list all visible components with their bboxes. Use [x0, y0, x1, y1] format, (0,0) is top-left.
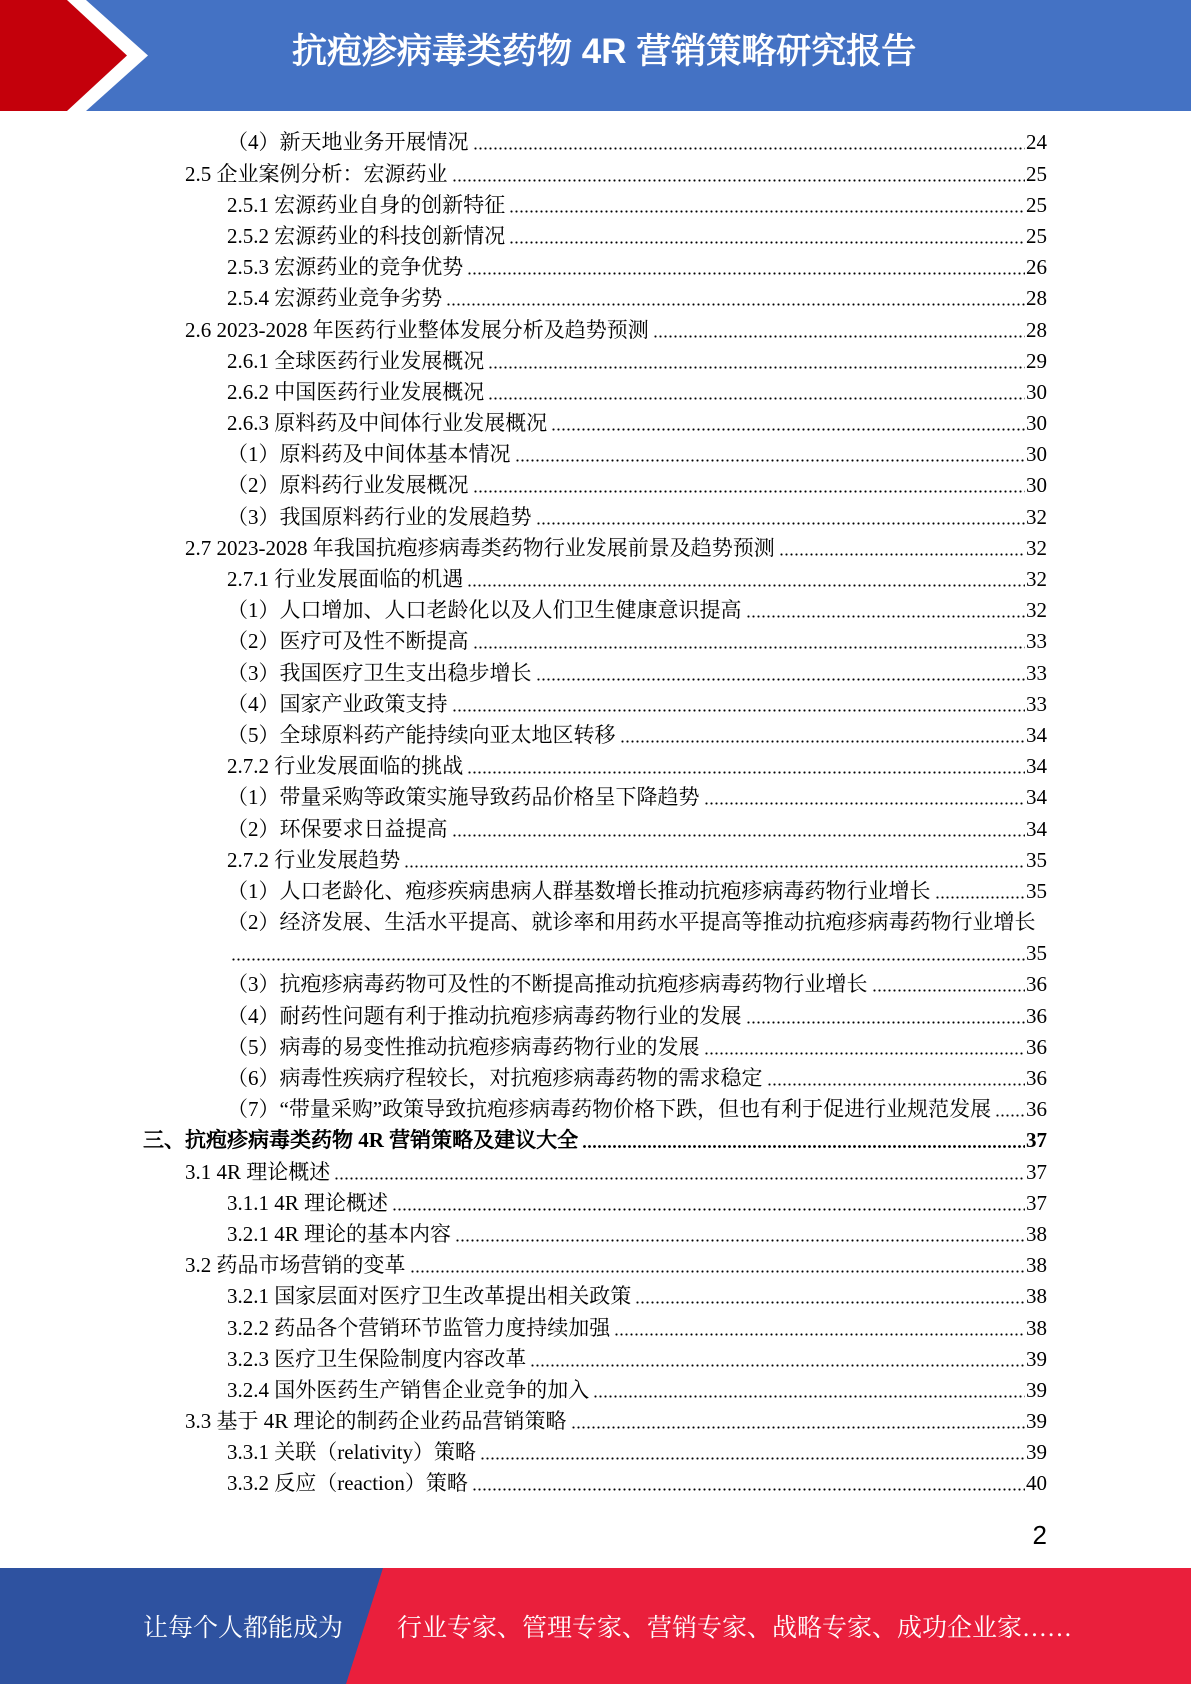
toc-dot-leader: [746, 1001, 1026, 1032]
toc-entry-label: （1）原料药及中间体基本情况: [227, 442, 511, 467]
toc-entry-label: （6）病毒性疾病疗程较长，对抗疱疹病毒药物的需求稳定: [227, 1066, 763, 1091]
toc-entry[interactable]: [0, 1281, 1047, 1312]
toc-entry[interactable]: [0, 814, 1047, 845]
toc-dot-leader: [404, 845, 1025, 876]
toc-entry[interactable]: [0, 221, 1047, 252]
toc-dot-leader: [704, 1032, 1026, 1063]
toc-entry-label: 3.3 基于 4R 理论的制药企业药品营销策略: [185, 1409, 567, 1434]
toc-entry-label: （1）人口老龄化、疱疹疾病患病人群基数增长推动抗疱疹病毒药物行业增长: [227, 878, 931, 903]
toc-dot-leader: [473, 470, 1026, 501]
toc-entry[interactable]: [0, 127, 1047, 158]
toc-entry[interactable]: [0, 1375, 1047, 1406]
toc-page-number: 36: [1026, 1066, 1047, 1091]
toc-page-number: 37: [1026, 1190, 1047, 1215]
table-of-contents: [0, 127, 1047, 1499]
toc-dot-leader: [872, 969, 1026, 1000]
toc-entry[interactable]: [0, 159, 1047, 190]
toc-dot-leader: [515, 439, 1026, 470]
toc-entry[interactable]: [0, 1468, 1047, 1499]
toc-dot-leader: [653, 315, 1025, 346]
toc-entry-label: 2.7.1 行业发展面临的机遇: [227, 567, 464, 592]
toc-dot-leader: [467, 564, 1025, 595]
toc-page-number: 36: [1026, 972, 1047, 997]
toc-entry-label: （4）国家产业政策支持: [227, 691, 448, 716]
toc-dot-leader: [488, 377, 1025, 408]
toc-entry[interactable]: [0, 1437, 1047, 1468]
toc-page-number: 38: [1026, 1284, 1047, 1309]
toc-page-number: 25: [1026, 161, 1047, 186]
toc-page-number: 36: [1026, 1097, 1047, 1122]
toc-entry[interactable]: [0, 408, 1047, 439]
toc-entry-label: 2.5 企业案例分析：宏源药业: [185, 161, 448, 186]
toc-page-number: 39: [1026, 1409, 1047, 1434]
footer-slogan-lead: 让每个人都能成为: [143, 1615, 344, 1642]
toc-entry[interactable]: [0, 689, 1047, 720]
toc-entry[interactable]: [0, 1406, 1047, 1437]
footer-slogan-roles: 行业专家、管理专家、营销专家、战略专家、成功企业家……: [397, 1615, 1073, 1642]
toc-entry-label: 3.2.3 医疗卫生保险制度内容改革: [227, 1346, 527, 1371]
toc-page-number: 33: [1026, 660, 1047, 685]
toc-page-number: 32: [1026, 504, 1047, 529]
toc-dot-leader: [995, 1094, 1025, 1125]
toc-page-number: 40: [1026, 1471, 1047, 1496]
toc-entry-label: （3）抗疱疹病毒药物可及性的不断提高推动抗疱疹病毒药物行业增长: [227, 972, 868, 997]
page-number: 2: [1032, 1520, 1047, 1550]
toc-entry[interactable]: [0, 658, 1047, 689]
toc-entry-label: 2.5.3 宏源药业的竞争优势: [227, 255, 464, 280]
toc-page-number: 35: [1026, 847, 1047, 872]
toc-entry[interactable]: [0, 1344, 1047, 1375]
toc-dot-leader: [467, 252, 1025, 283]
toc-page-number: 24: [1026, 130, 1047, 155]
toc-page-number: 30: [1026, 379, 1047, 404]
toc-entry-label: 3.1.1 4R 理论概述: [227, 1190, 389, 1215]
toc-dot-leader: [593, 1375, 1025, 1406]
toc-page-number: 38: [1026, 1221, 1047, 1246]
toc-entry-label: （4）耐药性问题有利于推动抗疱疹病毒药物行业的发展: [227, 1003, 742, 1028]
toc-entry-label: （2）环保要求日益提高: [227, 816, 448, 841]
toc-entry[interactable]: [0, 595, 1047, 626]
toc-page-number: 30: [1026, 442, 1047, 467]
toc-entry-label: 3.2.2 药品各个营销环节监管力度持续加强: [227, 1315, 611, 1340]
toc-dot-leader: [480, 1437, 1025, 1468]
toc-dot-leader: [509, 190, 1025, 221]
toc-entry[interactable]: [0, 969, 1047, 1000]
toc-page-number: 38: [1026, 1315, 1047, 1340]
toc-dot-leader: [767, 1063, 1026, 1094]
toc-page-number: 35: [1026, 878, 1047, 903]
toc-entry-label: 2.7.2 行业发展趋势: [227, 847, 401, 872]
toc-entry-label: （1）人口增加、人口老龄化以及人们卫生健康意识提高: [227, 598, 742, 623]
toc-entry-label: 3.2.1 4R 理论的基本内容: [227, 1221, 452, 1246]
toc-entry[interactable]: [0, 190, 1047, 221]
toc-page-number: 33: [1026, 629, 1047, 654]
toc-entry[interactable]: [0, 907, 1047, 969]
toc-page-number: 34: [1026, 754, 1047, 779]
toc-dot-leader: [455, 1219, 1025, 1250]
toc-dot-leader: [392, 1188, 1025, 1219]
toc-page-number: 36: [1026, 1003, 1047, 1028]
toc-entry-label: 三、抗疱疹病毒类药物 4R 营销策略及建议大全: [143, 1128, 579, 1153]
toc-entry-label: 2.5.4 宏源药业竞争劣势: [227, 286, 443, 311]
toc-dot-leader: [779, 533, 1025, 564]
toc-dot-leader: [231, 938, 1025, 969]
toc-entry-label: （2）医疗可及性不断提高: [227, 629, 469, 654]
toc-page-number: 32: [1026, 535, 1047, 560]
toc-entry[interactable]: [0, 1313, 1047, 1344]
toc-entry[interactable]: [0, 720, 1047, 751]
toc-page-number: 28: [1026, 286, 1047, 311]
toc-entry-label: （1）带量采购等政策实施导致药品价格呈下降趋势: [227, 785, 700, 810]
toc-dot-leader: [620, 720, 1026, 751]
toc-page-number: 36: [1026, 1034, 1047, 1059]
toc-entry[interactable]: [0, 283, 1047, 314]
toc-entry-label: （7）“带量采购”政策导致抗疱疹病毒药物价格下跌，但也有利于促进行业规范发展: [227, 1097, 992, 1122]
toc-dot-leader: [530, 1344, 1025, 1375]
toc-dot-leader: [467, 751, 1025, 782]
toc-entry-label: 3.2 药品市场营销的变革: [185, 1253, 406, 1278]
toc-dot-leader: [473, 626, 1026, 657]
toc-entry-label: （2）原料药行业发展概况: [227, 473, 469, 498]
toc-page-number: 32: [1026, 598, 1047, 623]
toc-entry[interactable]: [0, 564, 1047, 595]
toc-entry[interactable]: [0, 439, 1047, 470]
report-title: 抗疱疹病毒类药物 4R 营销策略研究报告: [292, 32, 917, 71]
toc-entry[interactable]: [0, 1250, 1047, 1281]
header-chevron-decoration: [0, 0, 160, 111]
toc-dot-leader: [472, 1468, 1025, 1499]
toc-dot-leader: [635, 1281, 1025, 1312]
toc-entry[interactable]: [0, 1094, 1047, 1125]
toc-page-number: 25: [1026, 223, 1047, 248]
toc-entry[interactable]: [0, 470, 1047, 501]
toc-page-number: 30: [1026, 411, 1047, 436]
toc-page-number: 28: [1026, 317, 1047, 342]
toc-entry-label: 2.6 2023-2028 年医药行业整体发展分析及趋势预测: [185, 317, 649, 342]
toc-entry[interactable]: [0, 845, 1047, 876]
toc-entry[interactable]: [0, 1188, 1047, 1219]
toc-entry-label: （3）我国原料药行业的发展趋势: [227, 504, 532, 529]
toc-entry-label: 3.3.2 反应（reaction）策略: [227, 1471, 468, 1496]
toc-dot-leader: [571, 1406, 1025, 1437]
footer-banner: [0, 1568, 1191, 1684]
toc-entry-label: （5）病毒的易变性推动抗疱疹病毒药物行业的发展: [227, 1034, 700, 1059]
toc-dot-leader: [935, 876, 1026, 907]
toc-dot-leader: [509, 221, 1025, 252]
toc-entry-label: （5）全球原料药产能持续向亚太地区转移: [227, 722, 616, 747]
toc-entry-label: 2.6.2 中国医药行业发展概况: [227, 379, 485, 404]
toc-dot-leader: [536, 658, 1026, 689]
toc-entry-label: （4）新天地业务开展情况: [227, 130, 469, 155]
toc-dot-leader: [452, 814, 1026, 845]
toc-dot-leader: [488, 346, 1025, 377]
toc-dot-leader: [704, 782, 1026, 813]
toc-page-number: 34: [1026, 785, 1047, 810]
toc-dot-leader: [452, 159, 1026, 190]
toc-entry[interactable]: [0, 1063, 1047, 1094]
toc-dot-leader: [473, 127, 1026, 158]
toc-entry[interactable]: [0, 1157, 1047, 1188]
toc-dot-leader: [746, 595, 1026, 626]
toc-entry-label: 2.5.1 宏源药业自身的创新特征: [227, 192, 506, 217]
toc-page-number: 29: [1026, 348, 1047, 373]
toc-entry-label: 3.2.1 国家层面对医疗卫生改革提出相关政策: [227, 1284, 632, 1309]
toc-entry[interactable]: [0, 252, 1047, 283]
toc-entry[interactable]: [0, 1001, 1047, 1032]
toc-dot-leader: [582, 1125, 1025, 1156]
toc-entry-label: 2.7 2023-2028 年我国抗疱疹病毒类药物行业发展前景及趋势预测: [185, 535, 775, 560]
toc-dot-leader: [410, 1250, 1026, 1281]
toc-entry-label: 3.2.4 国外医药生产销售企业竞争的加入: [227, 1377, 590, 1402]
toc-entry[interactable]: [0, 1032, 1047, 1063]
toc-entry[interactable]: [0, 533, 1047, 564]
toc-page-number: 37: [1026, 1159, 1047, 1184]
toc-entry[interactable]: [0, 346, 1047, 377]
toc-entry-label: （2）经济发展、生活水平提高、就诊率和用药水平提高等推动抗疱疹病毒药物行业增长: [227, 910, 1036, 935]
toc-page-number: 35: [1026, 941, 1047, 966]
toc-entry[interactable]: [0, 1219, 1047, 1250]
toc-entry-label: 3.1 4R 理论概述: [185, 1159, 331, 1184]
toc-entry-label: 2.6.3 原料药及中间体行业发展概况: [227, 411, 548, 436]
toc-entry-label: 3.3.1 关联（relativity）策略: [227, 1440, 477, 1465]
toc-page-number: 34: [1026, 816, 1047, 841]
toc-dot-leader: [551, 408, 1025, 439]
toc-entry-label: 2.5.2 宏源药业的科技创新情况: [227, 223, 506, 248]
toc-entry[interactable]: [0, 502, 1047, 533]
toc-entry-label: 2.7.2 行业发展面临的挑战: [227, 754, 464, 779]
toc-page-number: 33: [1026, 691, 1047, 716]
toc-page-number: 25: [1026, 192, 1047, 217]
toc-entry[interactable]: [0, 315, 1047, 346]
toc-dot-leader: [452, 689, 1026, 720]
toc-entry[interactable]: [0, 782, 1047, 813]
toc-entry-label: （3）我国医疗卫生支出稳步增长: [227, 660, 532, 685]
toc-page-number: 30: [1026, 473, 1047, 498]
toc-entry[interactable]: [0, 876, 1047, 907]
toc-entry[interactable]: [0, 751, 1047, 782]
report-header: [0, 0, 1191, 111]
toc-dot-leader: [536, 502, 1026, 533]
toc-page-number: 26: [1026, 255, 1047, 280]
toc-dot-leader: [446, 283, 1025, 314]
toc-entry[interactable]: [0, 377, 1047, 408]
toc-page-number: 32: [1026, 567, 1047, 592]
toc-dot-leader: [334, 1157, 1025, 1188]
toc-dot-leader: [614, 1313, 1025, 1344]
toc-page-number: 34: [1026, 722, 1047, 747]
toc-page-number: 37: [1026, 1128, 1047, 1153]
toc-page-number: 39: [1026, 1440, 1047, 1465]
toc-chapter-entry[interactable]: [0, 1125, 1047, 1156]
toc-entry-label: 2.6.1 全球医药行业发展概况: [227, 348, 485, 373]
toc-page-number: 39: [1026, 1377, 1047, 1402]
toc-page-number: 39: [1026, 1346, 1047, 1371]
toc-page-number: 38: [1026, 1253, 1047, 1278]
toc-entry[interactable]: [0, 626, 1047, 657]
